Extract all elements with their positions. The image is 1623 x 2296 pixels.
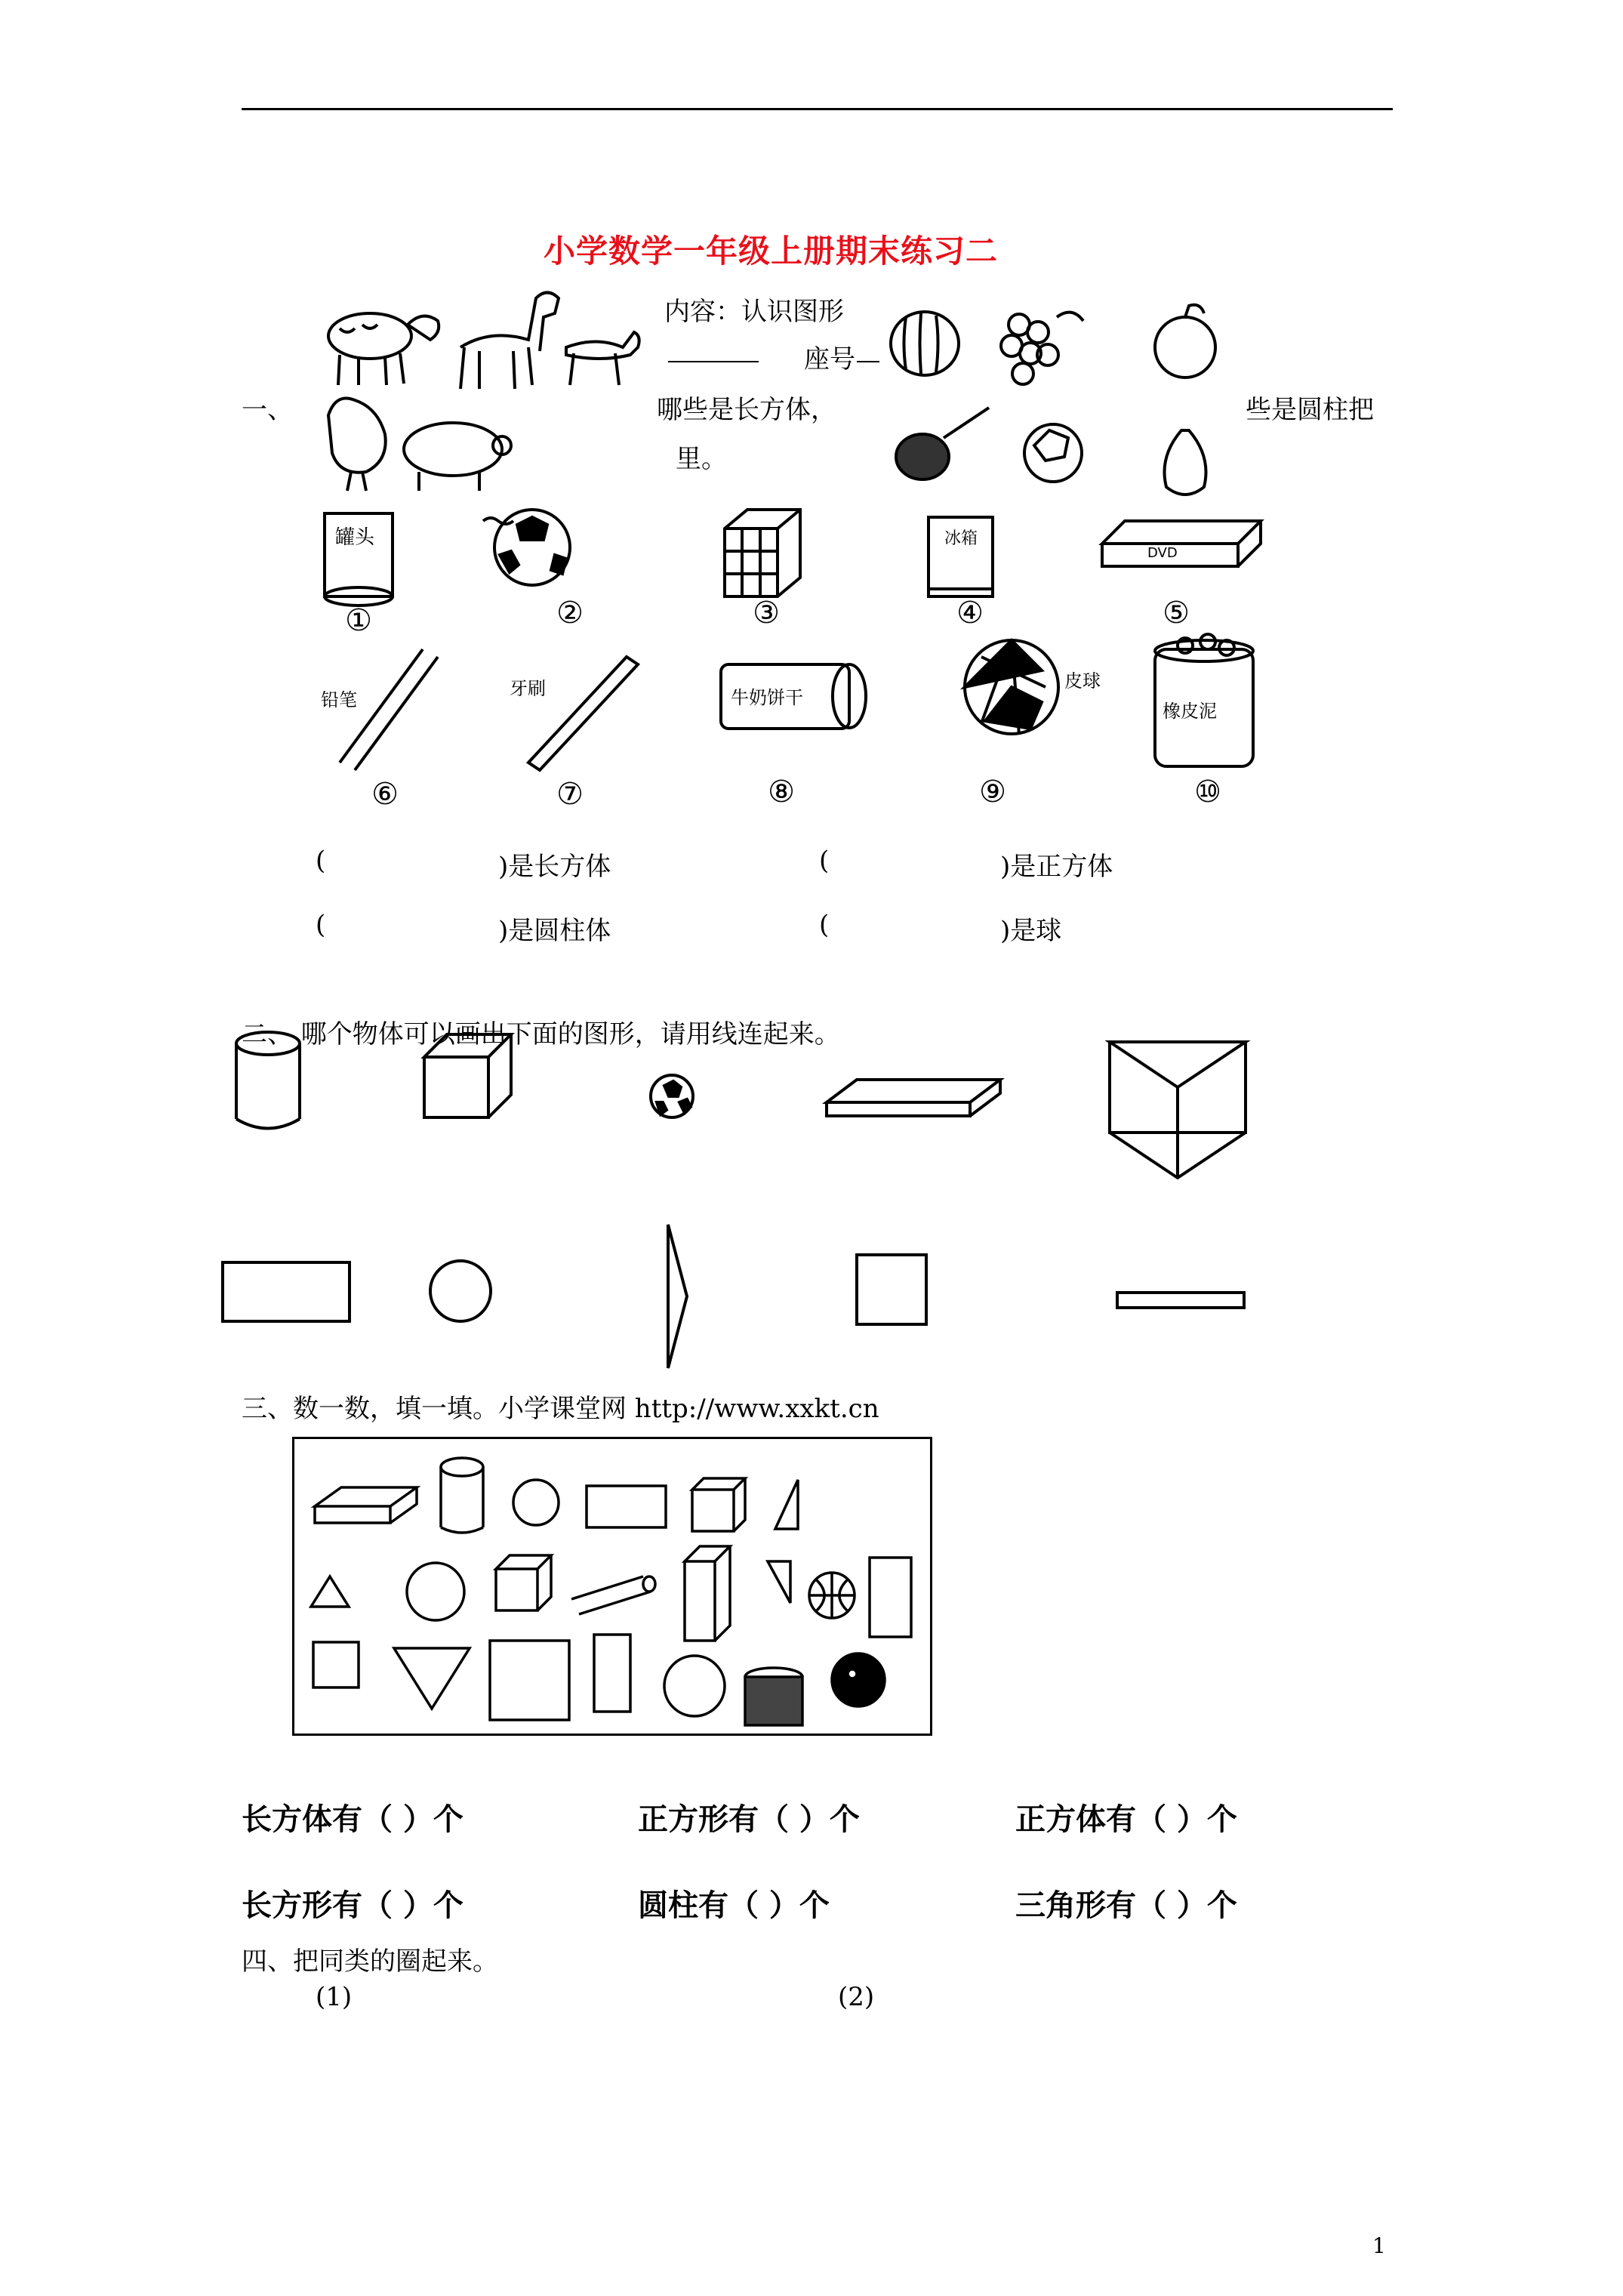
- q2-prompt: 二、 哪个物体可以画出下面的图形，请用线连起来。: [242, 1019, 840, 1049]
- q2-matching-figures: [226, 1027, 1283, 1374]
- q1-item-number-1: ①: [345, 603, 372, 638]
- answer-cylinder[interactable]: )是圆柱体: [498, 916, 611, 946]
- label-clay: 橡皮泥: [1163, 701, 1217, 722]
- seat-label: 座号: [804, 344, 855, 374]
- q1-item-number-8: ⑧: [768, 775, 795, 809]
- animals-illustration: [317, 264, 679, 491]
- answer-paren-2: (: [819, 846, 830, 876]
- label-dvd: DVD: [1147, 545, 1178, 561]
- q4-sub-2: (2): [838, 1982, 875, 2012]
- q1-item-number-3: ③: [753, 596, 780, 630]
- page-title: 小学数学一年级上册期末练习二: [544, 233, 999, 270]
- label-ball: 皮球: [1064, 670, 1101, 692]
- q1-item-number-9: ⑨: [979, 775, 1006, 809]
- answer-sphere[interactable]: )是球: [1000, 916, 1062, 946]
- fruits-illustration: [883, 302, 1261, 498]
- header-rule: [242, 108, 1393, 110]
- label-pencil: 铅笔: [321, 689, 357, 710]
- seat-blank: [857, 361, 879, 362]
- q1-text-c: 里。: [676, 444, 727, 474]
- q1-objects-row2: [302, 634, 1306, 815]
- q1-item-number-5: ⑤: [1163, 596, 1190, 630]
- count-cuboid[interactable]: 长方体有（ ）个: [242, 1801, 463, 1837]
- q1-item-number-10: ⑩: [1194, 775, 1221, 809]
- q1-number: 一、: [242, 395, 293, 425]
- count-cylinder[interactable]: 圆柱有（ ）个: [638, 1888, 830, 1923]
- label-biscuit: 牛奶饼干: [731, 687, 803, 708]
- q1-item-number-6: ⑥: [371, 777, 399, 812]
- label-fridge: 冰箱: [944, 529, 978, 548]
- q1-item-number-2: ②: [556, 596, 584, 630]
- answer-paren-4: (: [819, 910, 830, 940]
- count-rectangle[interactable]: 长方形有（ ）个: [242, 1888, 463, 1923]
- answer-paren-3: (: [316, 910, 326, 940]
- label-canned: 罐头: [334, 526, 375, 549]
- q4-sub-1: (1): [316, 1982, 353, 2012]
- q3-prompt: 三、数一数，填一填。小学课堂网 http://www.xxkt.cn: [242, 1394, 879, 1424]
- name-blank: [668, 361, 759, 362]
- answer-cube[interactable]: )是正方体: [1000, 852, 1113, 882]
- answer-paren-1: (: [316, 846, 326, 876]
- subtitle-fragment: 内容：认识图形: [664, 297, 844, 327]
- label-toothbrush: 牙刷: [510, 678, 546, 699]
- answer-cuboid[interactable]: )是长方体: [498, 852, 611, 882]
- q4-prompt: 四、把同类的圈起来。: [242, 1946, 498, 1977]
- page-number: 1: [1372, 2233, 1386, 2258]
- q3-shapes: [292, 1437, 932, 1736]
- q1-text-a: 哪些是长方体，: [657, 395, 836, 425]
- q1-text-b: 些是圆柱把: [1246, 395, 1374, 425]
- count-cube[interactable]: 正方体有（ ）个: [1015, 1801, 1237, 1837]
- count-triangle[interactable]: 三角形有（ ）个: [1015, 1888, 1237, 1923]
- q1-objects-row1: [302, 498, 1306, 638]
- count-square[interactable]: 正方形有（ ）个: [638, 1801, 860, 1837]
- q1-item-number-7: ⑦: [556, 777, 584, 812]
- q1-item-number-4: ④: [956, 596, 984, 630]
- q3-row2-clipped: [226, 1871, 1359, 1923]
